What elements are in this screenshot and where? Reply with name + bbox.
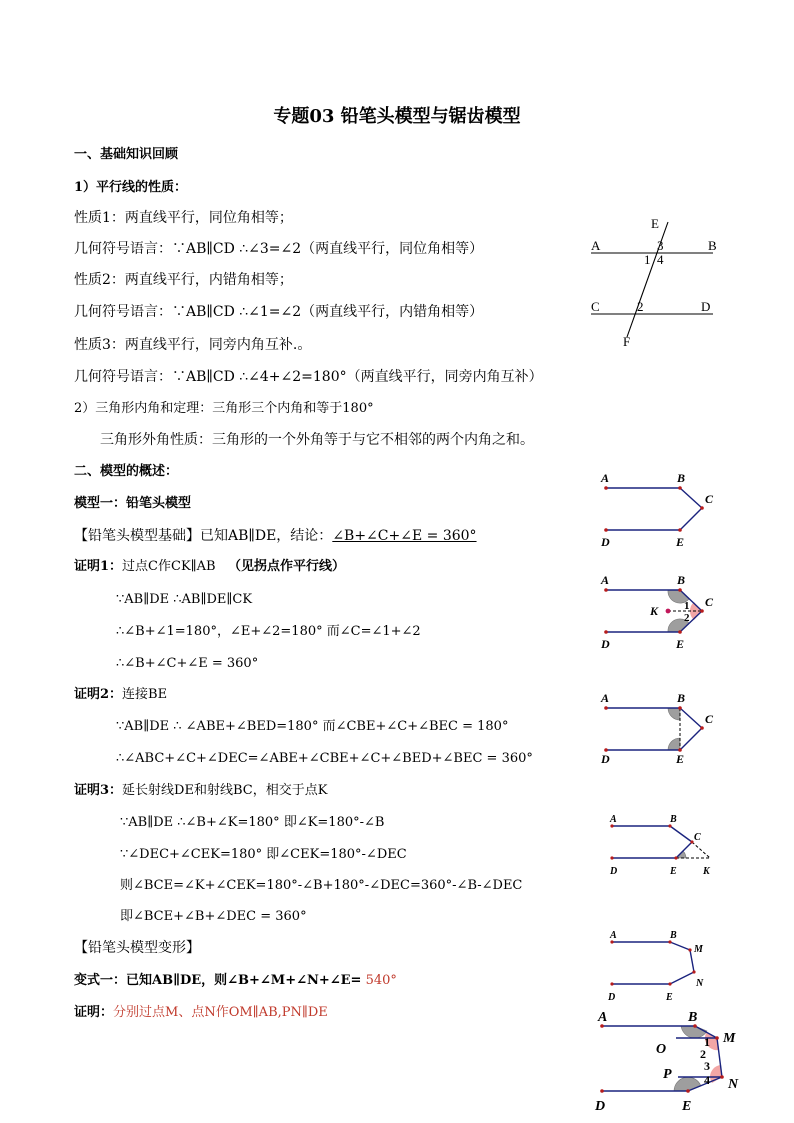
variant-1-given: 变式一：已知AB∥DE，则∠B+∠M+∠N+∠E= — [74, 973, 362, 988]
property-2: 性质2：两直线平行，内错角相等； — [74, 272, 293, 288]
label-B: B — [677, 573, 686, 587]
label-B: B — [670, 930, 677, 941]
proof-3-label: 证明3： — [74, 783, 123, 798]
proof-1-heading — [74, 560, 345, 573]
variant-proof-label: 证明： — [74, 1005, 114, 1020]
proof-1-line-1: ∵AB∥DE ∴AB∥DE∥CK — [116, 592, 253, 607]
label-A: A — [601, 471, 610, 485]
proof-2-label: 证明2： — [74, 687, 123, 702]
triangle-angle-sum: 2）三角形内角和定理：三角形三个内角和等于180° — [74, 401, 374, 416]
angle-label-4: 4 — [704, 1073, 710, 1087]
label-B: B — [677, 691, 686, 705]
figure-proof-1 — [598, 572, 728, 652]
variant-1-statement — [74, 974, 397, 987]
basic-model-given: 【铅笔头模型基础】已知AB∥DE，结论： — [74, 528, 333, 544]
symbolic-3: 几何符号语言：∵AB∥CD ∴∠4+∠2=180°（两直线平行，同旁内角互补） — [74, 369, 543, 385]
angle-label-1: 1 — [684, 600, 690, 612]
proof-2-line-2: ∴∠ABC+∠C+∠DEC=∠ABE+∠CBE+∠C+∠BED+∠BEC = 360° — [116, 751, 533, 766]
label-A: A — [610, 814, 617, 825]
label-B: B — [688, 1010, 698, 1025]
proof-3-line-3: 则∠BCE=∠K+∠CEK=180°-∠B+180°-∠DEC=360°-∠B-∠DEC — [120, 878, 523, 893]
label-D: D — [610, 866, 618, 877]
variant-proof-construction: 分别过点M、点N作OM∥AB,PN∥DE — [113, 1005, 328, 1020]
label-A: A — [601, 691, 610, 705]
basic-model-conclusion: ∠B+∠C+∠E = 360° — [332, 528, 477, 544]
label-F: F — [623, 334, 631, 349]
label-E: E — [676, 637, 685, 651]
property-3: 性质3：两直线平行，同旁内角互补.。 — [74, 337, 312, 353]
variant-heading: 【铅笔头模型变形】 — [74, 940, 200, 956]
label-B: B — [677, 471, 686, 485]
proof-1-label: 证明1： — [74, 559, 123, 574]
figure-proof-2 — [598, 690, 728, 770]
angle-label-1: 1 — [704, 1035, 710, 1049]
triangle-exterior-angle: 三角形外角性质：三角形的一个外角等于与它不相邻的两个内角之和。 — [100, 432, 534, 448]
label-E: E — [670, 866, 677, 877]
page-title: 专题03 铅笔头模型与锯齿模型 — [273, 106, 521, 127]
label-D: D — [601, 535, 610, 549]
angle-label-2: 2 — [700, 1047, 706, 1061]
angle-label-3: 3 — [657, 238, 664, 253]
label-M: M — [723, 1031, 736, 1046]
label-C: C — [705, 492, 714, 506]
proof-3-line-1: ∵AB∥DE ∴∠B+∠K=180° 即∠K=180°-∠B — [120, 815, 385, 830]
property-1: 性质1：两直线平行，同位角相等； — [74, 210, 293, 226]
model-1-heading: 模型一：铅笔头模型 — [74, 496, 192, 511]
angle-label-1: 1 — [644, 252, 651, 267]
proof-1-construction: 过点C作CK∥AB — [122, 559, 216, 574]
label-K: K — [650, 604, 659, 618]
label-B: B — [708, 238, 717, 253]
label-E: E — [666, 992, 673, 1003]
angle-label-2: 2 — [637, 299, 644, 314]
label-E: E — [676, 752, 685, 766]
symbolic-1: 几何符号语言：∵AB∥CD ∴∠3=∠2（两直线平行，同位角相等） — [74, 241, 484, 257]
proof-2-construction: 连接BE — [122, 687, 168, 702]
label-D: D — [595, 1099, 606, 1114]
label-A: A — [598, 1010, 608, 1025]
label-A: A — [610, 930, 617, 941]
label-E: E — [676, 535, 685, 549]
label-D: D — [608, 992, 616, 1003]
angle-label-2: 2 — [684, 612, 690, 624]
angle-label-4: 4 — [657, 252, 664, 267]
proof-3-line-4: 即∠BCE+∠B+∠DEC = 360° — [120, 909, 307, 924]
proof-2-heading — [74, 688, 167, 701]
label-E: E — [651, 216, 659, 231]
proof-1-line-2: ∴∠B+∠1=180°，∠E+∠2=180° 而∠C=∠1+∠2 — [116, 624, 421, 639]
proof-3-heading — [74, 784, 327, 797]
figure-variant-1 — [598, 928, 728, 1008]
label-N: N — [696, 978, 704, 989]
label-O: O — [656, 1042, 667, 1057]
label-N: N — [728, 1077, 739, 1092]
label-D: D — [701, 299, 711, 314]
variant-proof-heading — [74, 1006, 328, 1019]
subheading-parallel-properties: 1）平行线的性质： — [74, 180, 188, 195]
proof-2-line-1: ∵AB∥DE ∴ ∠ABE+∠BED=180° 而∠CBE+∠C+∠BEC = 180° — [116, 719, 509, 734]
proof-3-construction: 延长射线DE和射线BC，相交于点K — [122, 783, 328, 798]
label-C: C — [591, 299, 600, 314]
figure-variant-proof — [590, 1006, 755, 1121]
variant-1-answer: 540° — [365, 973, 397, 988]
section-heading-review: 一、基础知识回顾 — [74, 147, 179, 162]
basic-model-statement — [74, 529, 477, 543]
label-A: A — [591, 238, 601, 253]
label-M: M — [694, 944, 703, 955]
section-heading-overview: 二、模型的概述： — [74, 464, 179, 479]
label-P: P — [663, 1067, 672, 1082]
figure-proof-3 — [598, 812, 728, 884]
proof-1-hint: （见拐点作平行线） — [228, 559, 346, 574]
symbolic-2: 几何符号语言：∵AB∥CD ∴∠1=∠2（两直线平行，内错角相等） — [74, 304, 484, 320]
proof-3-line-2: ∵∠DEC+∠CEK=180° 即∠CEK=180°-∠DEC — [120, 847, 407, 862]
label-E: E — [682, 1099, 692, 1114]
label-D: D — [601, 637, 610, 651]
label-C: C — [705, 712, 714, 726]
label-A: A — [601, 573, 610, 587]
label-C: C — [694, 832, 701, 843]
label-B: B — [670, 814, 677, 825]
proof-1-line-3: ∴∠B+∠C+∠E = 360° — [116, 656, 259, 671]
label-K: K — [703, 866, 710, 877]
figure-parallel-transversal — [585, 210, 725, 350]
figure-pencil-basic — [598, 470, 728, 550]
label-C: C — [705, 595, 714, 609]
label-D: D — [601, 752, 610, 766]
angle-label-3: 3 — [704, 1059, 710, 1073]
